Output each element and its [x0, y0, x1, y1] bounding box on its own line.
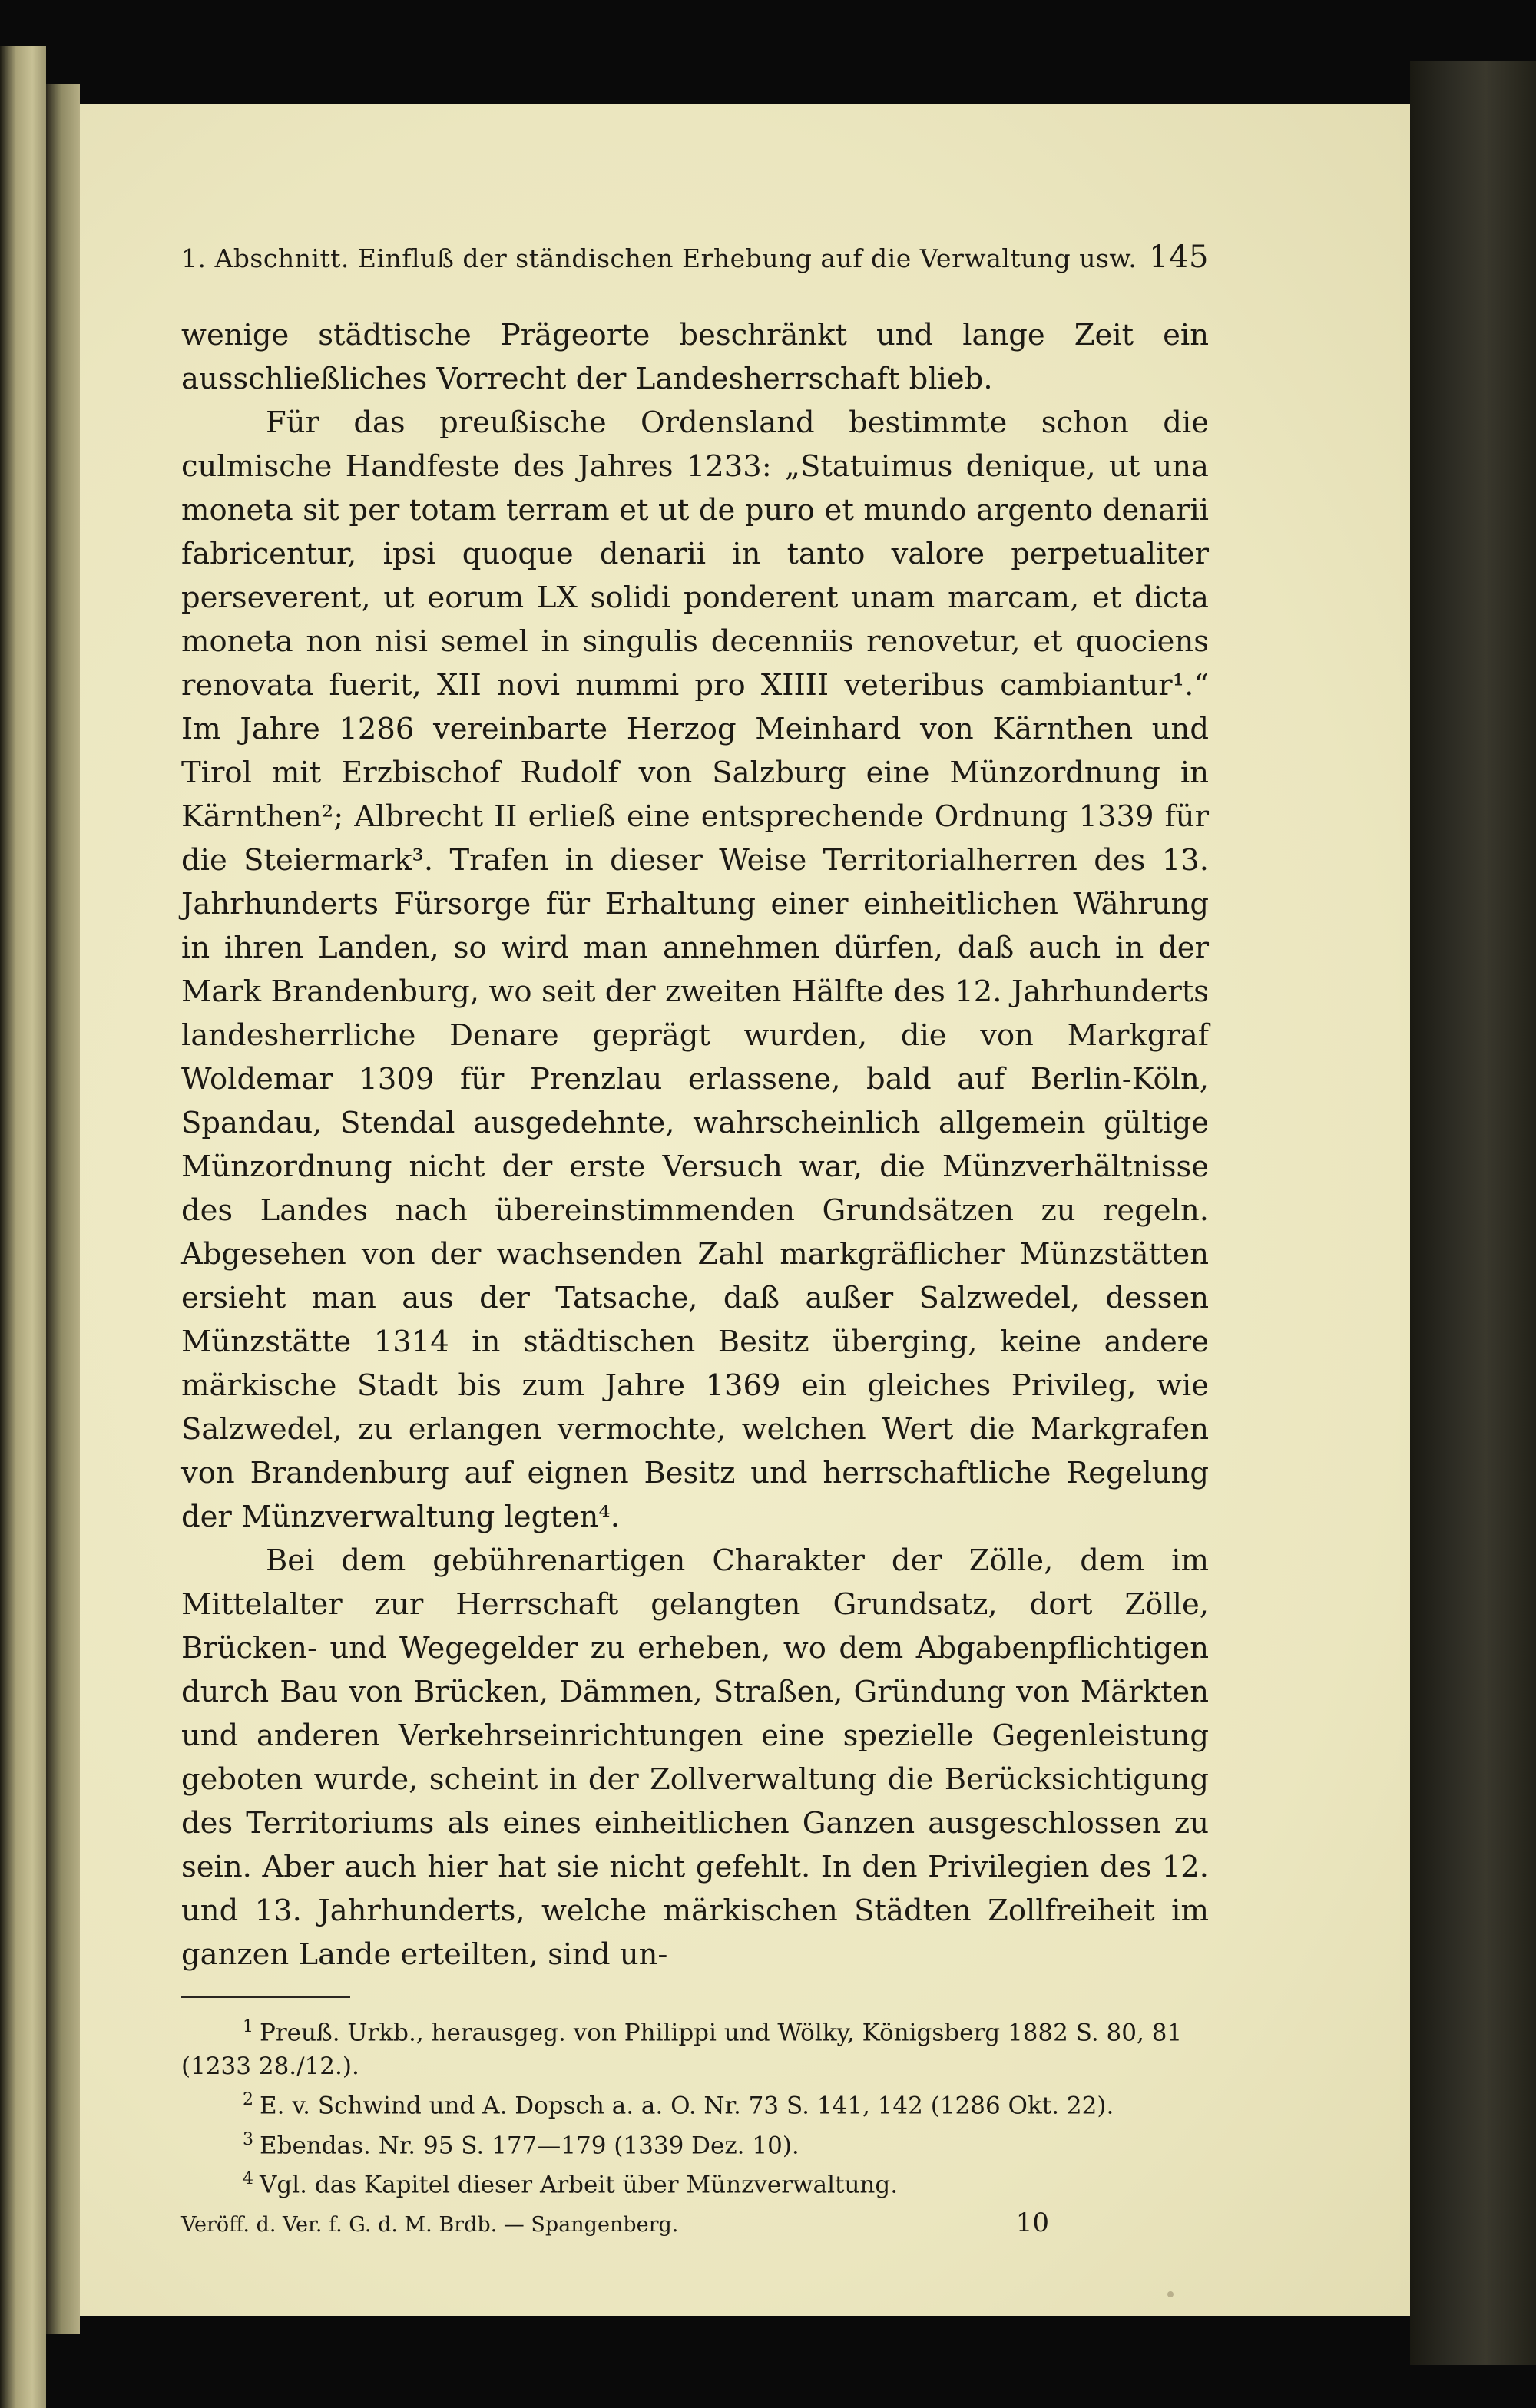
footnote-mark: 4	[243, 2168, 253, 2188]
footnote-1	[181, 2010, 1209, 2083]
footnote-separator	[181, 1996, 350, 1998]
sheet-number: 10	[1015, 2208, 1049, 2239]
book-cover-board	[1410, 61, 1536, 2365]
left-page-edge	[0, 46, 46, 2408]
footnote-text: Ebendas. Nr. 95 S. 177—179 (1339 Dez. 10).	[260, 2131, 799, 2159]
imprint-line	[181, 2208, 1049, 2238]
footnote-text: Preuß. Urkb., herausgeg. von Philippi und Wölky, Königsberg 1882 S. 80, 81 (1233 28./12.).	[181, 2019, 1183, 2081]
footnote-3	[181, 2123, 1209, 2162]
body-paragraph-1: wenige städtische Prägeorte beschränkt und lange Zeit ein ausschließliches Vorrecht der Landesherrschaft blieb.	[181, 318, 1209, 396]
running-header	[181, 240, 1209, 284]
footnote-text: E. v. Schwind und A. Dopsch a. a. O. Nr. 73 S. 141, 142 (1286 Okt. 22).	[260, 2092, 1114, 2120]
footnote-2	[181, 2083, 1209, 2122]
footnote-text: Vgl. das Kapitel dieser Arbeit über Münzverwaltung.	[260, 2171, 899, 2199]
footnote-mark: 2	[243, 2090, 253, 2110]
footnote-4	[181, 2162, 1209, 2201]
imprint-series: Veröff. d. Ver. f. G. d. M. Brdb. — Spangenberg.	[181, 2213, 679, 2238]
book-gutter	[46, 84, 80, 2334]
page-number: 145	[1149, 240, 1209, 275]
running-title: 1. Abschnitt. Einfluß der ständischen Erhebung auf die Verwaltung usw.	[181, 243, 1137, 273]
paper-speck	[1167, 2291, 1174, 2297]
footnote-mark: 3	[243, 2129, 253, 2149]
body-paragraph-3: Bei dem gebührenartigen Charakter der Zölle, dem im Mittelalter zur Herrschaft gelangten Grundsatz, dort Zölle, Brücken- und Wegegelder zu erheben, wo dem Abgabenpflichtigen durch Bau von Brücken, Dämmen, Straßen, Gründung von Märkten und anderen Verkehrseinrichtungen eine spezielle Gegenleistung geboten wurde, scheint in der Zollverwaltung die Berücksichtigung des Territoriums als eines einheitlichen Ganzen ausgeschlossen zu sein. Aber auch hier hat sie nicht gefehlt. In den Privilegien des 12. und 13. Jahrhunderts, welche märkischen Städten Zollfreiheit im ganzen Lande erteilten, sind un-	[181, 1543, 1209, 1972]
page-text-block	[181, 240, 1209, 2238]
body-paragraph-2: Für das preußische Ordensland bestimmte schon die culmische Handfeste des Jahres 1233: „Statuimus denique, ut una moneta sit per totam terram et ut de puro et mundo argento denarii fabricentur, ipsi quoque denarii in tanto valore perpetualiter perseverent, ut eorum LX solidi ponderent unam marcam, et dicta moneta non nisi semel in singulis decenniis renovetur, et quociens renovata fuerit, XII novi nummi pro XIIII veteribus cambiantur¹.“ Im Jahre 1286 vereinbarte Herzog Meinhard von Kärnthen und Tirol mit Erzbischof Rudolf von Salzburg eine Münzordnung in Kärnthen²; Albrecht II erließ eine entsprechende Ordnung 1339 für die Steiermark³. Trafen in dieser Weise Territorialherren des 13. Jahrhunderts Fürsorge für Erhaltung einer einheitlichen Währung in ihren Landen, so wird man annehmen dürfen, daß auch in der Mark Brandenburg, wo seit der zweiten Hälfte des 12. Jahrhunderts landesherrliche Denare geprägt wurden, die von Markgraf Woldemar 1309 für Prenzlau erlassene, bald auf Berlin-Köln, Spandau, Stendal ausgedehnte, wahrscheinlich allgemein gültige Münzordnung nicht der erste Versuch war, die Münzverhältnisse des Landes nach übereinstimmenden Grundsätzen zu regeln. Abgesehen von der wachsenden Zahl markgräflicher Münzstätten ersieht man aus der Tatsache, daß außer Salzwedel, dessen Münzstätte 1314 in städtischen Besitz überging, keine andere märkische Stadt bis zum Jahre 1369 ein gleiches Privileg, wie Salzwedel, zu erlangen vermochte, welchen Wert die Markgrafen von Brandenburg auf eignen Besitz und herrschaftliche Regelung der Münzverwaltung legten⁴.	[181, 405, 1209, 1534]
footnote-mark: 1	[243, 2017, 253, 2036]
